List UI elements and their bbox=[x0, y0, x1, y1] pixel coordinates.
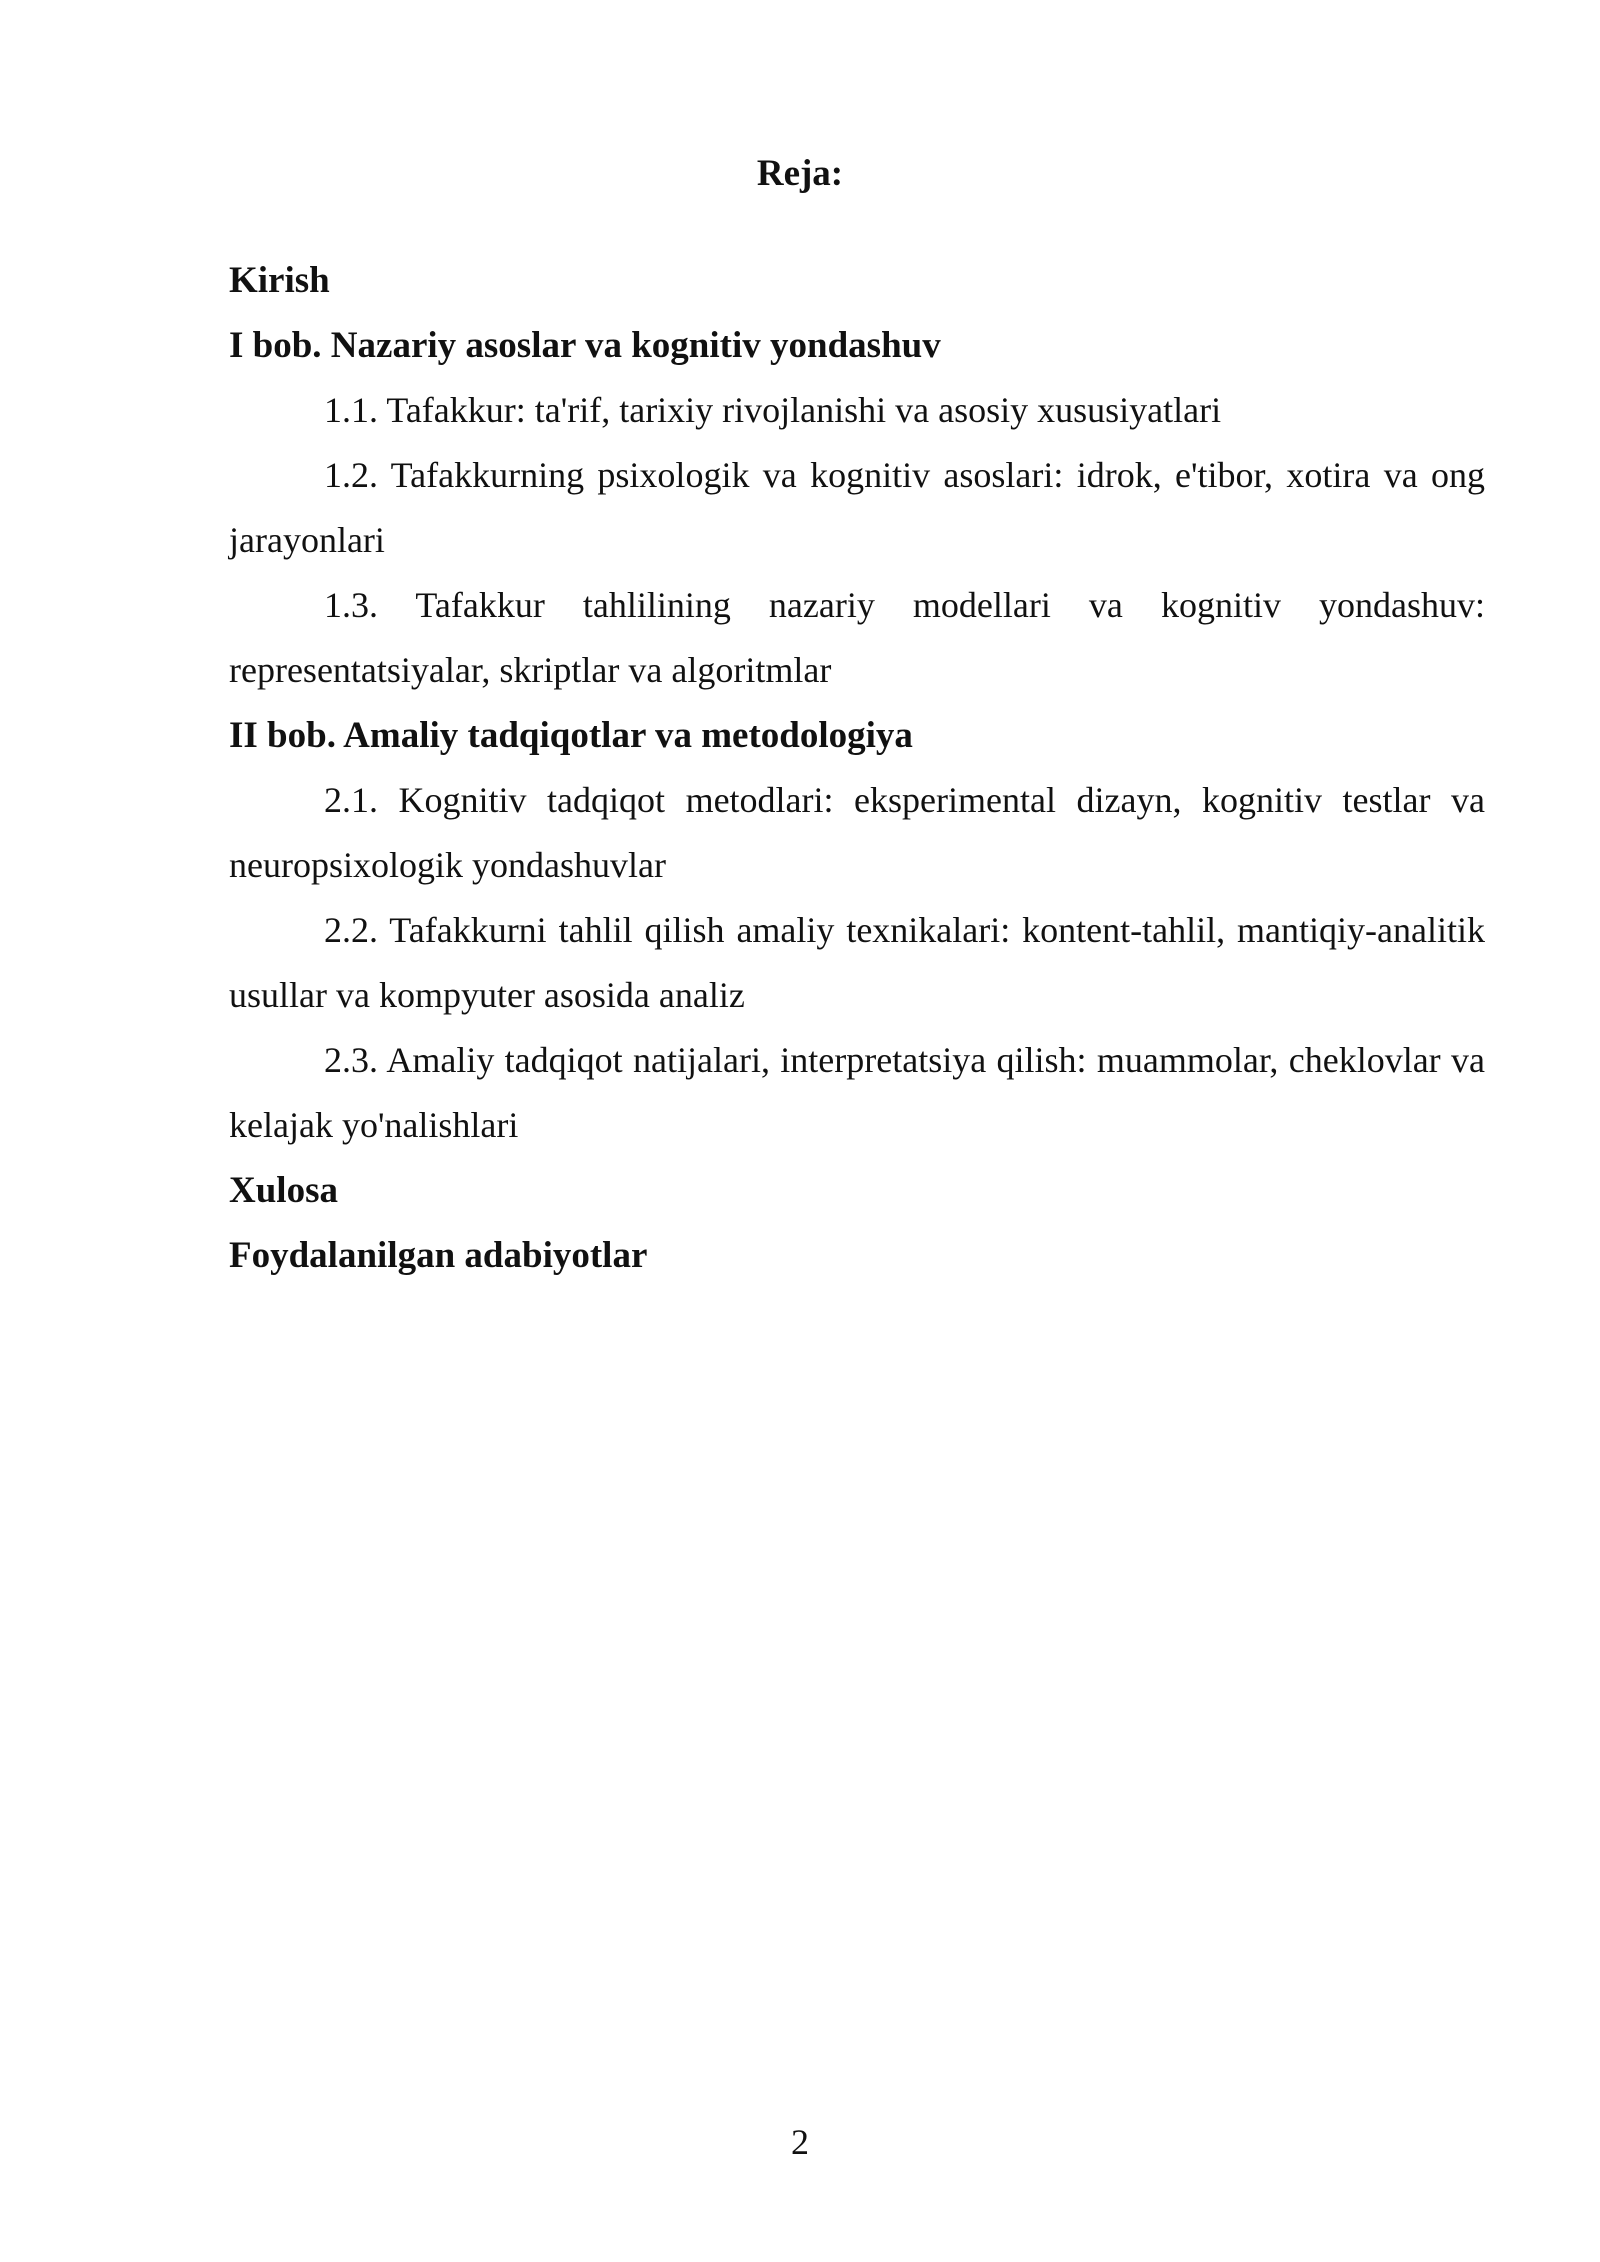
page-title: Reja: bbox=[756, 153, 844, 194]
toc-heading-chapter-2: II bob. Amaliy tadqiqotlar va metodologiya bbox=[229, 715, 913, 756]
toc-item-1-1: 1.1. Tafakkur: ta'rif, tarixiy rivojlanishi va asosiy xususiyatlari bbox=[324, 390, 1222, 430]
toc-heading-introduction: Kirish bbox=[229, 260, 330, 301]
toc-item-2-3: 2.3. Amaliy tadqiqot natijalari, interpretatsiya qilish: muammolar, cheklovlar va kelajak yo'nalishlari bbox=[229, 1040, 1485, 1145]
toc-item-1-3: 1.3. Tafakkur tahlilining nazariy modellari va kognitiv yondashuv: representatsiyalar, skriptlar va algoritmlar bbox=[229, 585, 1485, 690]
toc-heading-references: Foydalanilgan adabiyotlar bbox=[229, 1235, 648, 1276]
toc-heading-chapter-1: I bob. Nazariy asoslar va kognitiv yondashuv bbox=[229, 325, 941, 366]
table-of-contents bbox=[229, 248, 1485, 1288]
page-number: 2 bbox=[791, 2122, 809, 2162]
toc-heading-conclusion: Xulosa bbox=[229, 1170, 338, 1211]
toc-item-2-1: 2.1. Kognitiv tadqiqot metodlari: eksperimental dizayn, kognitiv testlar va neuropsixologik yondashuvlar bbox=[229, 780, 1485, 885]
toc-item-1-2: 1.2. Tafakkurning psixologik va kognitiv asoslari: idrok, e'tibor, xotira va ong jarayonlari bbox=[229, 455, 1485, 560]
toc-item-2-2: 2.2. Tafakkurni tahlil qilish amaliy texnikalari: kontent-tahlil, mantiqiy-analitik usullar va kompyuter asosida analiz bbox=[229, 910, 1485, 1015]
